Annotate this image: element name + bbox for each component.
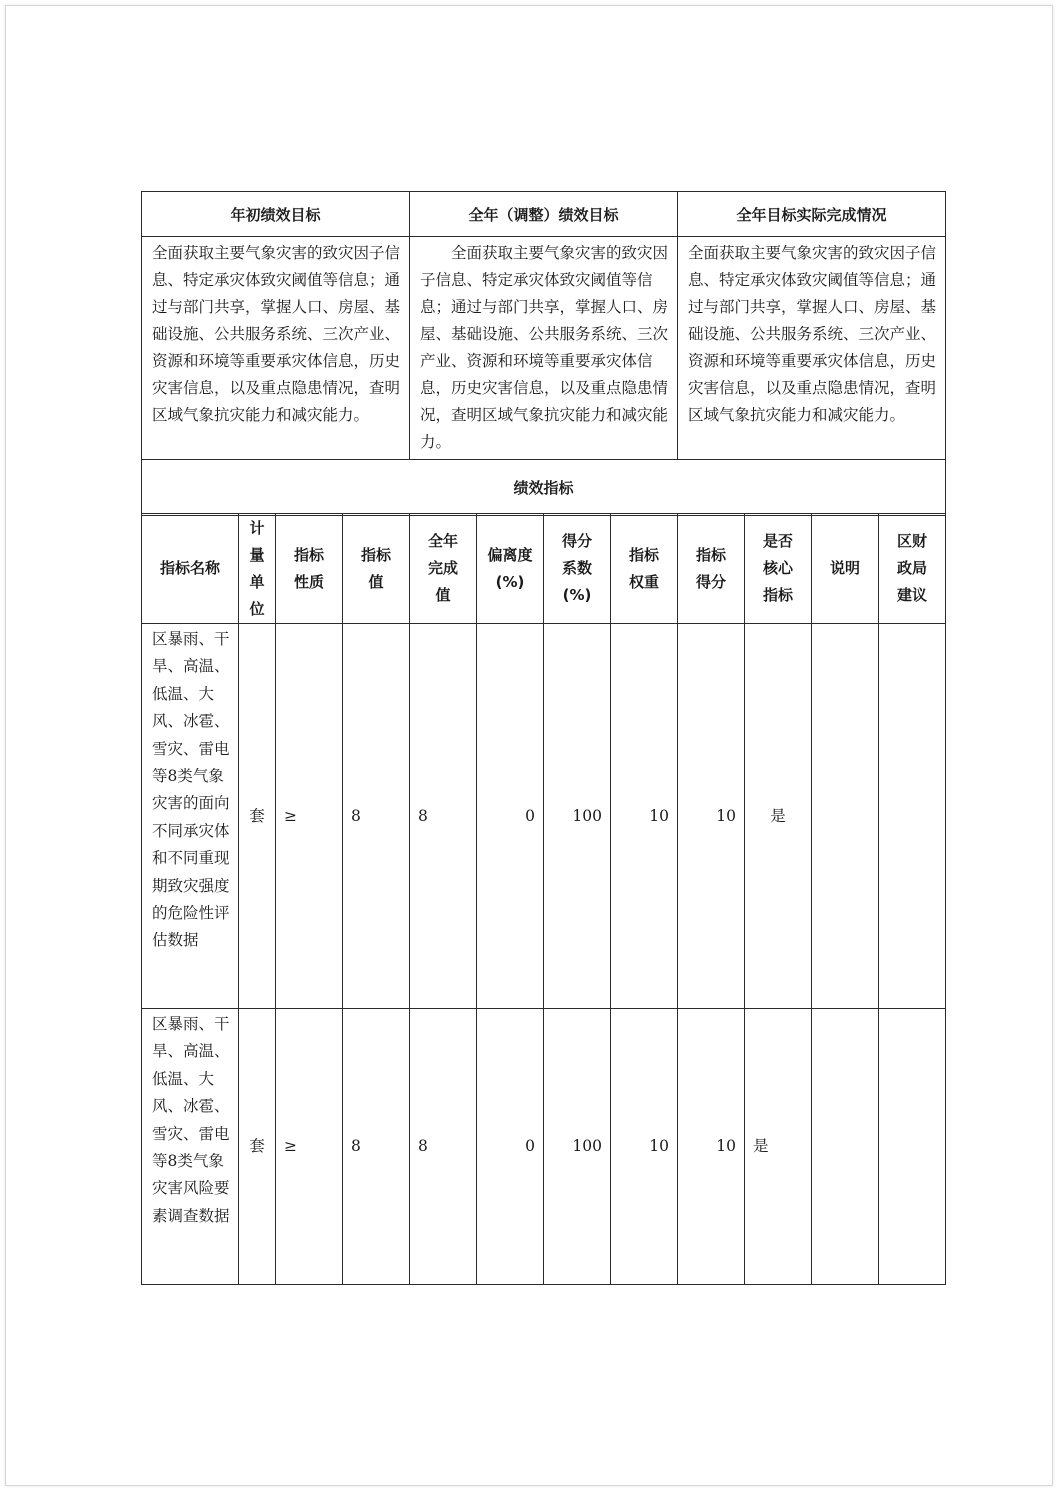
col-header-nature: 指标性质 <box>276 514 343 624</box>
metric-unit: 套 <box>239 1009 276 1285</box>
col-header-weight: 指标权重 <box>611 514 678 624</box>
col-header-note: 说明 <box>812 514 879 624</box>
goals-table <box>141 191 946 516</box>
metric-deviation: 0 <box>477 624 544 1009</box>
metrics-section-title: 绩效指标 <box>142 460 946 516</box>
col-header-score: 指标得分 <box>678 514 745 624</box>
metric-nature: ≥ <box>276 1009 343 1285</box>
metric-coef: 100 <box>544 624 611 1009</box>
col-header-core: 是否核心指标 <box>745 514 812 624</box>
goals-text-row <box>142 237 946 460</box>
table-row <box>142 1009 946 1285</box>
col-header-deviation: 偏离度(%) <box>477 514 544 624</box>
metric-weight: 10 <box>611 624 678 1009</box>
metric-note <box>812 624 879 1009</box>
metric-actual: 8 <box>410 624 477 1009</box>
col-header-advice: 区财政局建议 <box>879 514 946 624</box>
metric-target: 8 <box>343 1009 410 1285</box>
goal-text-actual: 全面获取主要气象灾害的致灾因子信息、特定承灾体致灾阈值等信息；通过与部门共享，掌握人口、房屋、基础设施、公共服务系统、三次产业、资源和环境等重要承灾体信息，历史灾害信息，以及重点隐患情况，查明区域气象抗灾能力和减灾能力。 <box>678 237 946 460</box>
metrics-header-row <box>142 514 946 624</box>
col-header-target: 指标值 <box>343 514 410 624</box>
metric-name: 区暴雨、干旱、高温、低温、大风、冰雹、雪灾、雷电等8类气象灾害风险要素调查数据 <box>142 1009 239 1285</box>
col-header-name: 指标名称 <box>142 514 239 624</box>
metric-advice <box>879 1009 946 1285</box>
metric-coef: 100 <box>544 1009 611 1285</box>
metric-core: 是 <box>745 1009 812 1285</box>
metrics-table <box>141 513 946 1285</box>
metric-note <box>812 1009 879 1285</box>
metric-score: 10 <box>678 624 745 1009</box>
goal-text-adjusted: 全面获取主要气象灾害的致灾因子信息、特定承灾体致灾阈值等信息；通过与部门共享，掌握人口、房屋、基础设施、公共服务系统、三次产业、资源和环境等重要承灾体信息，历史灾害信息，以及重点隐患情况，查明区域气象抗灾能力和减灾能力。 <box>410 237 678 460</box>
metric-target: 8 <box>343 624 410 1009</box>
col-header-unit: 计量单位 <box>239 514 276 624</box>
metric-core: 是 <box>745 624 812 1009</box>
goal-header-adjusted: 全年（调整）绩效目标 <box>410 192 678 237</box>
goal-header-actual: 全年目标实际完成情况 <box>678 192 946 237</box>
metric-deviation: 0 <box>477 1009 544 1285</box>
table-row <box>142 624 946 1009</box>
goals-header-row <box>142 192 946 237</box>
metric-weight: 10 <box>611 1009 678 1285</box>
metric-actual: 8 <box>410 1009 477 1285</box>
goal-text-initial: 全面获取主要气象灾害的致灾因子信息、特定承灾体致灾阈值等信息；通过与部门共享，掌握人口、房屋、基础设施、公共服务系统、三次产业、资源和环境等重要承灾体信息，历史灾害信息，以及重点隐患情况，查明区域气象抗灾能力和减灾能力。 <box>142 237 410 460</box>
col-header-coef: 得分系数(%) <box>544 514 611 624</box>
metrics-section-row <box>142 460 946 516</box>
metric-unit: 套 <box>239 624 276 1009</box>
metric-score: 10 <box>678 1009 745 1285</box>
metric-advice <box>879 624 946 1009</box>
col-header-actual: 全年完成值 <box>410 514 477 624</box>
goal-header-initial: 年初绩效目标 <box>142 192 410 237</box>
metric-name: 区暴雨、干旱、高温、低温、大风、冰雹、雪灾、雷电等8类气象灾害的面向不同承灾体和不同重现期致灾强度的危险性评估数据 <box>142 624 239 1009</box>
metric-nature: ≥ <box>276 624 343 1009</box>
